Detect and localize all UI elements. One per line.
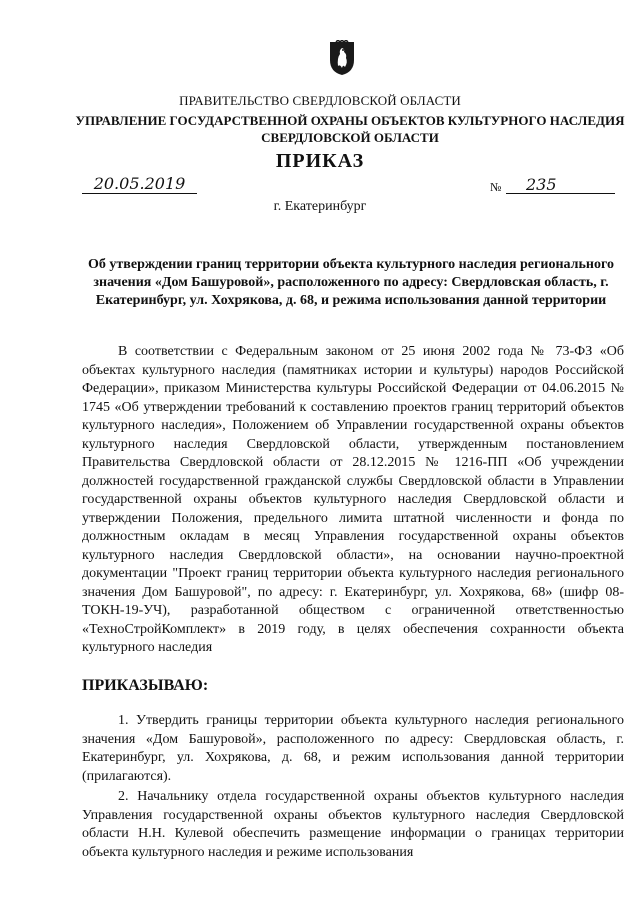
department-name: УПРАВЛЕНИЕ ГОСУДАРСТВЕННОЙ ОХРАНЫ ОБЪЕКТОВ КУЛЬТУРНОГО НАСЛЕДИЯ СВЕРДЛОВСКОЙ ОБЛАСТИ: [75, 113, 625, 145]
city-line: г. Екатеринбург: [273, 199, 367, 214]
order-item-2: 2. Начальнику отдела государственной охраны объектов культурного наследия Управления государственной охраны объектов культурного наследия Свердловской области Н.Н. Кулевой обеспечить размещение информации о границах территории объекта культурного наследия и режиме использования: [82, 789, 624, 860]
government-name: ПРАВИТЕЛЬСТВО СВЕРДЛОВСКОЙ ОБЛАСТИ: [179, 93, 461, 108]
order-item-1: 1. Утвердить границы территории объекта культурного наследия регионального значения «Дом Башуровой», расположенного по адресу: Свердловская область, г. Екатеринбург, ул. Хохрякова, д. 68, и режим использования данной территории (прилагаются).: [82, 713, 624, 784]
preamble-section: [82, 343, 624, 658]
order-subject: Об утверждении границ территории объекта культурного наследия регионального значения «Дом Башуровой», расположенного по адресу: Свердловская область, г. Екатеринбург, ул. Хохрякова, д. 68, и режима использования данной территории: [88, 257, 614, 308]
number-label: №: [490, 180, 502, 194]
preamble-paragraph: В соответствии с Федеральным законом от 25 июня 2002 года № 73-ФЗ «Об объектах культурного наследия (памятниках истории и культуры) народов Российской Федерации», приказом Министерства культуры Российской Федерации от 04.06.2015 № 1745 «Об утверждении требований к составлению проектов границ территорий объектов культурного наследия», Положением об Управлении государственной охраны объектов культурного наследия Свердловской области, утвержденным постановлением Правительства Свердловской области от 28.12.2015 № 1216-ПП «Об учреждении должностей государственной гражданской службы Свердловской области в Управлении государственной охраны объектов культурного наследия Свердловской области и утверждении Положения, предельного лимита штатной численности и фонда по должностным окладам в месяц Управления государственной охраны объектов культурного наследия Свердловской области», на основании научно-проектной документации "Проект границ территории объекта культурного наследия регионального значения Дом Башуровой", по адресу: г. Екатеринбург, ул. Хохрякова, 68» (шифр 08-ТОКН-19-УЧ), разработанной обществом с ограниченной ответственностью «ТехноСтройКомплект» в 2019 году, в целях обеспечения сохранности объекта культурного наследия: [82, 344, 624, 655]
order-number-block: [490, 175, 615, 194]
order-heading: ПРИКАЗЫВАЮ:: [82, 677, 209, 694]
document-title: ПРИКАЗ: [275, 150, 365, 172]
order-date: 20.05.2019: [82, 174, 197, 194]
coat-of-arms-icon: [328, 40, 356, 76]
order-number: 235: [506, 175, 615, 194]
order-items: [82, 712, 624, 864]
